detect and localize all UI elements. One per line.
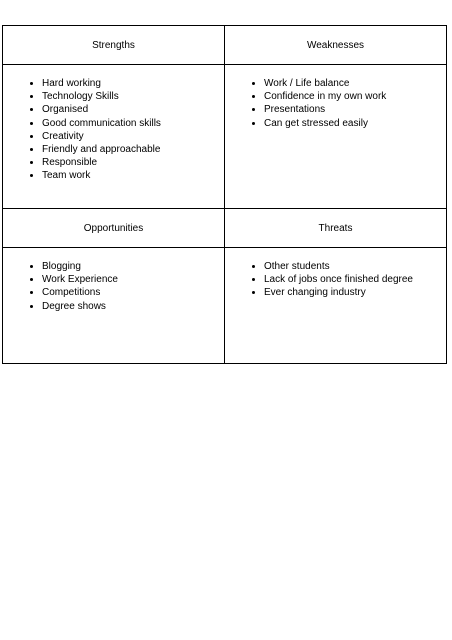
list-item: • Hard working [42,77,224,90]
opportunities-heading: Opportunities [3,209,225,248]
threats-list [225,260,446,300]
opportunities-cell [3,248,225,364]
list-item: • Confidence in my own work [264,90,446,103]
list-item: • Work / Life balance [264,77,446,90]
weaknesses-cell [225,65,447,209]
list-item: • Responsible [42,156,224,169]
list-item: • Degree shows [42,300,224,313]
list-item: • Organised [42,103,224,116]
weaknesses-list [225,77,446,130]
threats-cell [225,248,447,364]
opportunities-list [3,260,224,313]
list-item: • Team work [42,169,224,182]
list-item: • Technology Skills [42,90,224,103]
list-item: • Can get stressed easily [264,117,446,130]
list-item: • Good communication skills [42,117,224,130]
threats-heading: Threats [225,209,447,248]
strengths-list [3,77,224,183]
weaknesses-heading: Weaknesses [225,26,447,65]
strengths-heading: Strengths [3,26,225,65]
swot-header-row-bottom [3,209,447,248]
list-item: • Friendly and approachable [42,143,224,156]
list-item: • Other students [264,260,446,273]
swot-body-row-bottom [3,248,447,364]
swot-body-row-top [3,65,447,209]
list-item: • Work Experience [42,273,224,286]
list-item: • Lack of jobs once finished degree [264,273,446,286]
list-item: • Presentations [264,103,446,116]
swot-header-row-top [3,26,447,65]
list-item: • Creativity [42,130,224,143]
list-item: • Blogging [42,260,224,273]
list-item: • Ever changing industry [264,286,446,299]
strengths-cell [3,65,225,209]
list-item: • Competitions [42,286,224,299]
swot-table [2,25,447,364]
